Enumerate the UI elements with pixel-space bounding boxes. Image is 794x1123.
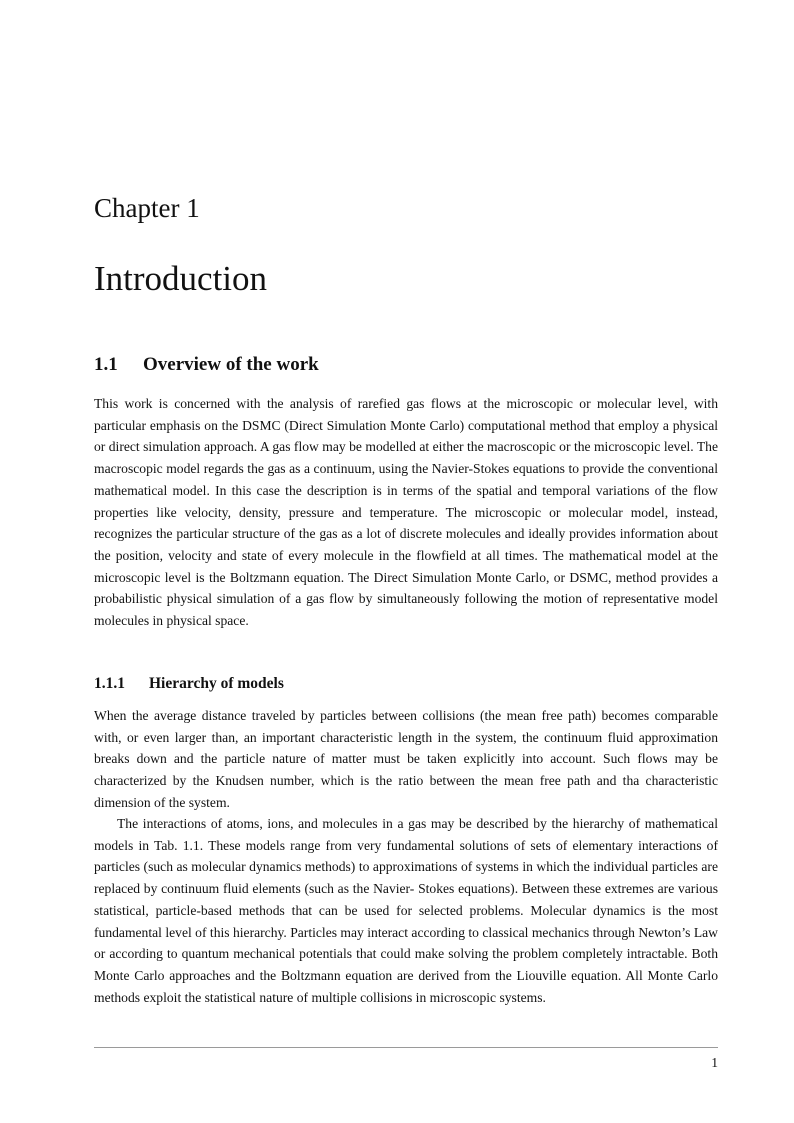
chapter-label: Chapter 1 xyxy=(94,193,200,223)
subsection-heading xyxy=(94,674,284,694)
subsection-paragraph: The interactions of atoms, ions, and molecules in a gas may be described by the hierarchy of mathematical models in Tab. 1.1. These models range from very fundamental solutions of sets of elementary interactions of particles (such as molecular dynamics methods) to approximations of systems in which the individual particles are replaced by continuum fluid elements (such as the Navier- Stokes equations). Between these extremes are various statistical, particle-based methods that can be used for selected problems. Molecular dynamics is the most fundamental level of this hierarchy. Particles may interact according to classical mechanics through Newton’s Law or according to quantum mechanical potentials that could make solving the problem completely intractable. Both Monte Carlo approaches and the Boltzmann equation are derived from the Liouville equation. All Monte Carlo methods exploit the statistical nature of multiple collisions in microscopic systems. xyxy=(94,816,718,1005)
section-number: 1.1 xyxy=(94,354,118,375)
subsection-paragraph: When the average distance traveled by particles between collisions (the mean free path) becomes comparable with, or even larger than, an important characteristic length in the system, the continuum fluid approximation breaks down and the particle nature of matter must be taken explicitly into account. Such flows may be characterized by the Knudsen number, which is the ratio between the mean free path and tha characteristic dimension of the system. xyxy=(94,708,718,810)
section-paragraph: This work is concerned with the analysis of rarefied gas flows at the microscopic or molecular level, with particular emphasis on the DSMC (Direct Simulation Monte Carlo) computational method that employ a physical or direct simulation approach. A gas flow may be modelled at either the macroscopic or the microscopic level. The macroscopic model regards the gas as a continuum, using the Navier-Stokes equations to provide the conventional mathematical model. In this case the description is in terms of the spatial and temporal variations of the flow properties like velocity, density, pressure and temperature. The microscopic or molecular model, instead, recognizes the particular structure of the gas as a lot of discrete molecules and ideally provides information about the position, velocity and state of every molecule in the flowfield at all times. The mathematical model at the microscopic level is the Boltzmann equation. The Direct Simulation Monte Carlo, or DSMC, method provides a probabilistic physical simulation of a gas flow by simultaneously following the motion of representative model molecules in physical space. xyxy=(94,396,718,629)
document-page xyxy=(94,0,718,1123)
footer-rule xyxy=(94,1047,718,1048)
section-heading xyxy=(94,354,319,376)
section-title: Overview of the work xyxy=(143,354,319,375)
chapter-title: Introduction xyxy=(94,259,268,298)
page-number: 1 xyxy=(711,1055,718,1070)
subsection-title: Hierarchy of models xyxy=(149,675,284,692)
subsection-number: 1.1.1 xyxy=(94,675,125,692)
